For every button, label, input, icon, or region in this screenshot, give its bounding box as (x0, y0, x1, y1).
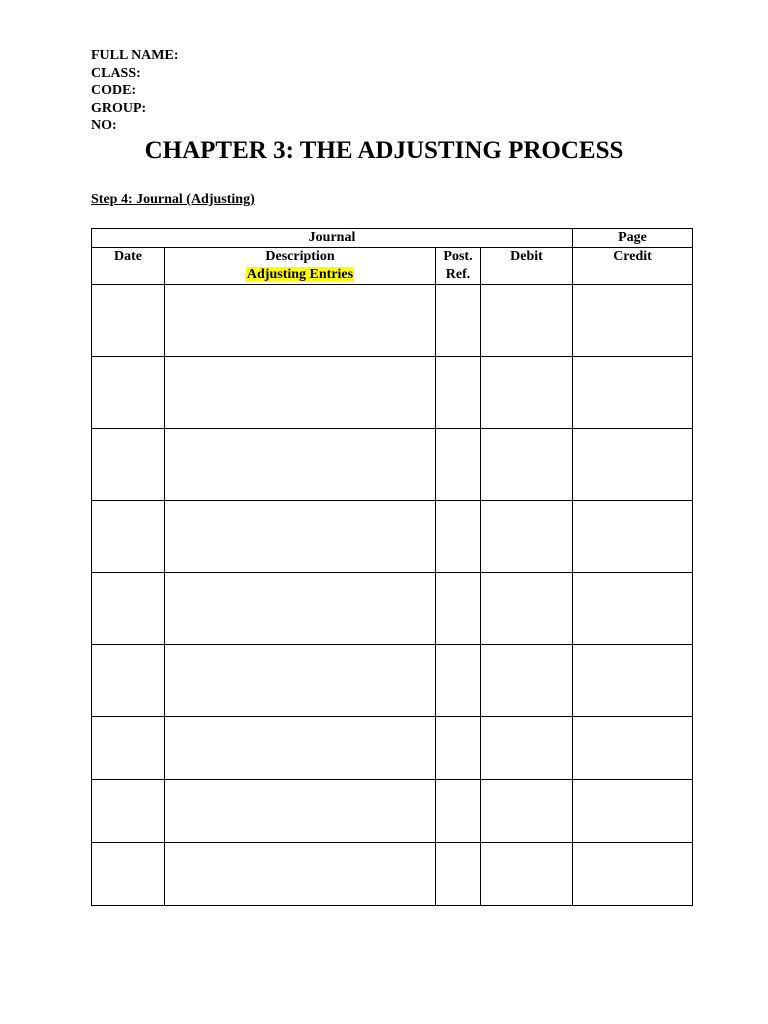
date-cell[interactable] (92, 573, 165, 645)
column-header-row (92, 248, 693, 285)
date-column-header: Date (92, 248, 165, 285)
date-cell[interactable] (92, 357, 165, 429)
journal-table (91, 228, 693, 906)
description-cell[interactable] (165, 501, 436, 573)
debit-cell[interactable] (481, 645, 573, 717)
table-row (92, 429, 693, 501)
credit-cell[interactable] (573, 573, 693, 645)
step-heading: Step 4: Journal (Adjusting) (91, 192, 255, 207)
post-ref-cell[interactable] (436, 429, 481, 501)
debit-cell[interactable] (481, 717, 573, 780)
description-column-header (165, 248, 436, 285)
page-heading: Page (573, 229, 693, 248)
date-cell[interactable] (92, 843, 165, 906)
credit-cell[interactable] (573, 357, 693, 429)
description-cell[interactable] (165, 843, 436, 906)
description-cell[interactable] (165, 357, 436, 429)
credit-column-header: Credit (573, 248, 693, 285)
table-row (92, 573, 693, 645)
table-row (92, 501, 693, 573)
debit-cell[interactable] (481, 780, 573, 843)
table-row (92, 780, 693, 843)
debit-cell[interactable] (481, 843, 573, 906)
description-cell[interactable] (165, 573, 436, 645)
debit-cell[interactable] (481, 357, 573, 429)
credit-cell[interactable] (573, 285, 693, 357)
credit-cell[interactable] (573, 429, 693, 501)
post-ref-cell[interactable] (436, 357, 481, 429)
date-cell[interactable] (92, 645, 165, 717)
debit-cell[interactable] (481, 285, 573, 357)
table-row (92, 717, 693, 780)
page-title: CHAPTER 3: THE ADJUSTING PROCESS (144, 137, 624, 164)
journal-header-row (92, 229, 693, 248)
date-cell[interactable] (92, 501, 165, 573)
credit-cell[interactable] (573, 717, 693, 780)
description-cell[interactable] (165, 645, 436, 717)
number-label: NO: (91, 118, 117, 133)
post-ref-line2: Ref. (445, 267, 471, 282)
date-cell[interactable] (92, 285, 165, 357)
description-cell[interactable] (165, 285, 436, 357)
table-row (92, 645, 693, 717)
credit-cell[interactable] (573, 780, 693, 843)
full-name-label: FULL NAME: (91, 48, 179, 63)
post-ref-cell[interactable] (436, 501, 481, 573)
description-cell[interactable] (165, 429, 436, 501)
student-info-block (91, 47, 179, 135)
journal-heading: Journal (92, 229, 573, 248)
date-cell[interactable] (92, 780, 165, 843)
post-ref-cell[interactable] (436, 285, 481, 357)
credit-cell[interactable] (573, 501, 693, 573)
post-ref-cell[interactable] (436, 645, 481, 717)
post-ref-cell[interactable] (436, 843, 481, 906)
credit-cell[interactable] (573, 645, 693, 717)
group-label: GROUP: (91, 100, 147, 116)
adjusting-entries-label: Adjusting Entries (246, 267, 354, 282)
table-row (92, 843, 693, 906)
post-ref-cell[interactable] (436, 717, 481, 780)
description-cell[interactable] (165, 717, 436, 780)
description-cell[interactable] (165, 780, 436, 843)
table-row (92, 357, 693, 429)
date-cell[interactable] (92, 429, 165, 501)
table-row (92, 285, 693, 357)
description-label: Description (265, 249, 335, 264)
debit-cell[interactable] (481, 429, 573, 501)
debit-cell[interactable] (481, 573, 573, 645)
debit-column-header: Debit (481, 248, 573, 285)
post-ref-cell[interactable] (436, 780, 481, 843)
post-ref-line1: Post. (443, 249, 473, 264)
post-ref-column-header (436, 248, 481, 285)
code-label: CODE: (91, 83, 137, 98)
credit-cell[interactable] (573, 843, 693, 906)
date-cell[interactable] (92, 717, 165, 780)
post-ref-cell[interactable] (436, 573, 481, 645)
class-label: CLASS: (91, 65, 141, 81)
debit-cell[interactable] (481, 501, 573, 573)
